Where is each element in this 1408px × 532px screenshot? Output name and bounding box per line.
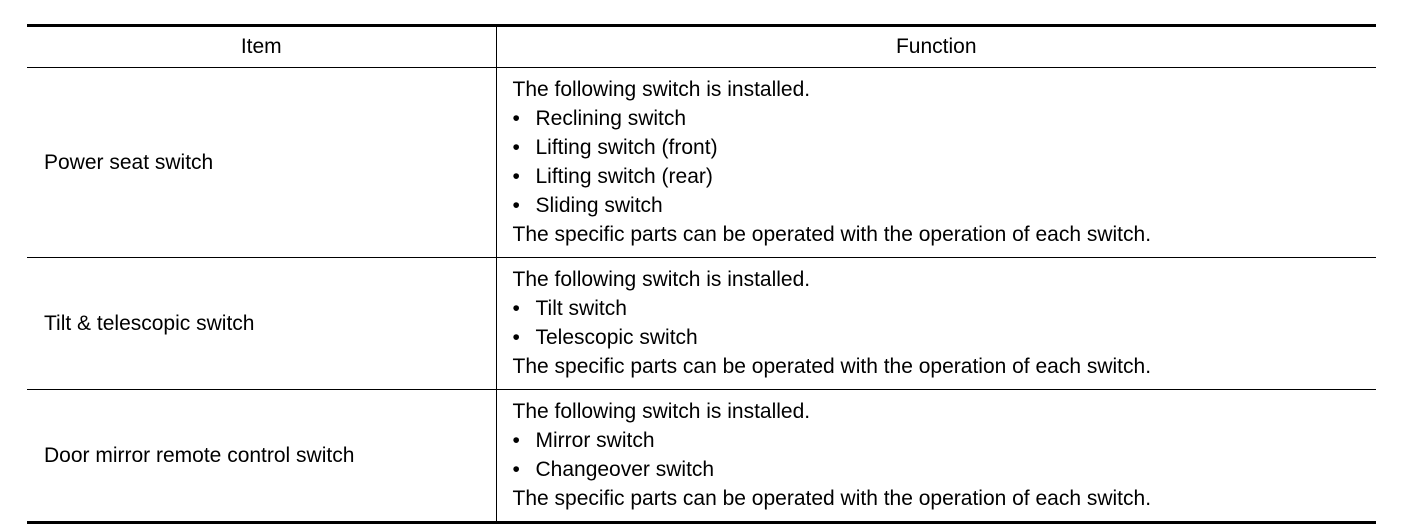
list-item bbox=[513, 104, 1367, 133]
list-item bbox=[513, 162, 1367, 191]
bullet-icon: • bbox=[512, 429, 520, 452]
item-cell: Tilt & telescopic switch bbox=[27, 258, 496, 390]
bullet-icon: • bbox=[512, 136, 520, 159]
switch-list bbox=[513, 294, 1367, 352]
list-item bbox=[513, 455, 1367, 484]
bullet-icon: • bbox=[512, 194, 520, 217]
list-item-label: Lifting switch (front) bbox=[535, 136, 718, 159]
table-header bbox=[27, 26, 1376, 68]
function-intro: The following switch is installed. bbox=[512, 400, 811, 423]
list-item-label: Mirror switch bbox=[535, 429, 655, 452]
bullet-icon: • bbox=[512, 107, 520, 130]
list-item bbox=[513, 323, 1367, 352]
list-item bbox=[513, 294, 1367, 323]
function-intro: The following switch is installed. bbox=[512, 268, 811, 291]
bullet-icon: • bbox=[512, 297, 520, 320]
table-row bbox=[27, 68, 1376, 258]
function-cell bbox=[496, 68, 1376, 258]
function-outro: The specific parts can be operated with the operation of each switch. bbox=[512, 223, 1152, 246]
switch-function-table bbox=[27, 24, 1376, 524]
function-cell bbox=[496, 390, 1376, 523]
bullet-icon: • bbox=[512, 326, 520, 349]
list-item-label: Reclining switch bbox=[535, 107, 687, 130]
table-body bbox=[27, 68, 1376, 523]
table-row bbox=[27, 258, 1376, 390]
list-item-label: Changeover switch bbox=[535, 458, 715, 481]
column-header-function: Function bbox=[895, 35, 977, 58]
list-item bbox=[513, 191, 1367, 220]
list-item-label: Lifting switch (rear) bbox=[535, 165, 713, 188]
function-cell bbox=[496, 258, 1376, 390]
list-item bbox=[513, 426, 1367, 455]
header-row bbox=[27, 26, 1376, 68]
function-outro: The specific parts can be operated with the operation of each switch. bbox=[512, 355, 1152, 378]
list-item bbox=[513, 133, 1367, 162]
item-cell: Power seat switch bbox=[27, 68, 496, 258]
switch-function-table-container bbox=[27, 24, 1376, 524]
item-cell: Door mirror remote control switch bbox=[27, 390, 496, 523]
list-item-label: Sliding switch bbox=[535, 194, 663, 217]
function-intro: The following switch is installed. bbox=[512, 78, 811, 101]
switch-list bbox=[513, 426, 1367, 484]
list-item-label: Telescopic switch bbox=[535, 326, 698, 349]
function-outro: The specific parts can be operated with the operation of each switch. bbox=[512, 487, 1152, 510]
table-row bbox=[27, 390, 1376, 523]
list-item-label: Tilt switch bbox=[535, 297, 627, 320]
switch-list bbox=[513, 104, 1367, 220]
bullet-icon: • bbox=[512, 458, 520, 481]
column-header-item: Item bbox=[27, 26, 496, 68]
bullet-icon: • bbox=[512, 165, 520, 188]
